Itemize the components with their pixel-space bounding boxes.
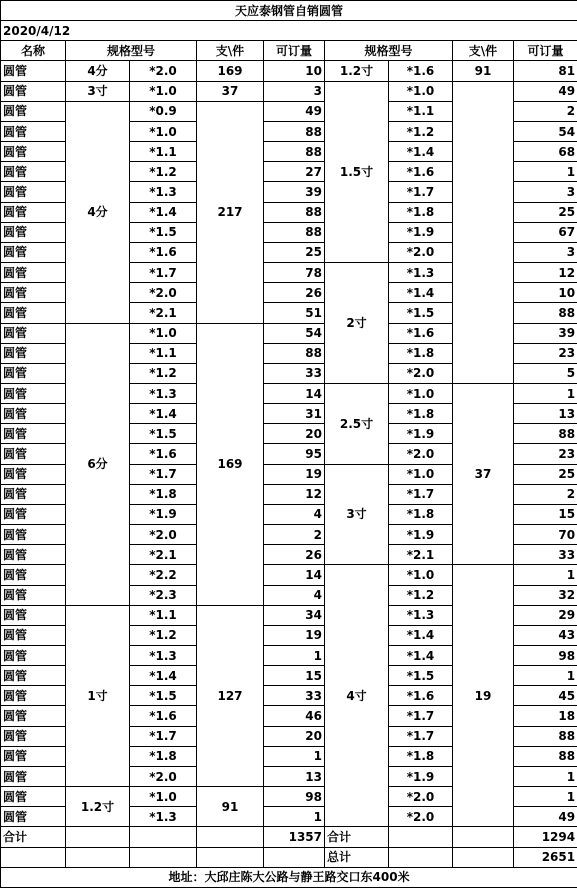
- left-qty: 27: [264, 162, 325, 182]
- left-spec: *0.9: [130, 101, 197, 121]
- left-spec: *1.5: [130, 424, 197, 444]
- right-spec: *1.7: [389, 726, 453, 746]
- left-spec: *2.1: [130, 303, 197, 323]
- right-spec: *1.8: [389, 404, 453, 424]
- left-qty: 88: [264, 343, 325, 363]
- right-total: 1294: [514, 827, 577, 847]
- right-spec: *2.0: [389, 444, 453, 464]
- left-pcs: 37: [197, 81, 264, 101]
- product-name: 圆管: [1, 424, 66, 444]
- right-qty: 88: [514, 424, 577, 444]
- sheet-title: 天应泰钢管自销圆管: [1, 1, 577, 21]
- left-qty: 1: [264, 746, 325, 766]
- right-spec: *1.3: [389, 605, 453, 625]
- left-size: 1.2寸: [66, 787, 130, 827]
- table-row: [1, 61, 577, 81]
- product-name: 圆管: [1, 283, 66, 303]
- left-size: 1寸: [66, 605, 130, 786]
- empty-cell: [66, 847, 130, 867]
- left-spec: *1.0: [130, 81, 197, 101]
- right-spec: *1.0: [389, 81, 453, 101]
- right-spec: *2.0: [389, 363, 453, 383]
- right-spec: *1.4: [389, 283, 453, 303]
- left-qty: 88: [264, 202, 325, 222]
- right-qty: 25: [514, 464, 577, 484]
- right-qty: 12: [514, 263, 577, 283]
- left-qty: 25: [264, 242, 325, 262]
- left-qty: 46: [264, 706, 325, 726]
- left-spec: *1.1: [130, 343, 197, 363]
- left-qty: 19: [264, 625, 325, 645]
- right-pcs: [453, 81, 514, 383]
- left-spec: *1.7: [130, 726, 197, 746]
- right-spec: *1.8: [389, 202, 453, 222]
- left-qty: 13: [264, 766, 325, 786]
- left-pcs: 217: [197, 101, 264, 323]
- right-spec: *1.5: [389, 303, 453, 323]
- left-pcs: 169: [197, 61, 264, 81]
- left-qty: 88: [264, 222, 325, 242]
- right-spec: *1.1: [389, 101, 453, 121]
- left-qty: 34: [264, 605, 325, 625]
- right-qty: 43: [514, 625, 577, 645]
- left-qty: 78: [264, 263, 325, 283]
- right-qty: 3: [514, 182, 577, 202]
- left-spec: *1.3: [130, 182, 197, 202]
- left-qty: 54: [264, 323, 325, 343]
- right-qty: 5: [514, 363, 577, 383]
- left-qty: 19: [264, 464, 325, 484]
- subtotal-row: [1, 827, 577, 847]
- right-spec: *1.4: [389, 625, 453, 645]
- product-name: 圆管: [1, 222, 66, 242]
- left-size: 3寸: [66, 81, 130, 101]
- left-qty: 49: [264, 101, 325, 121]
- header-qty-right: 可订量: [514, 41, 577, 61]
- left-spec: *1.6: [130, 706, 197, 726]
- header-pcs-right: 支\件: [453, 41, 514, 61]
- right-qty: 1: [514, 565, 577, 585]
- right-spec: *1.2: [389, 121, 453, 141]
- table-row: [1, 81, 577, 101]
- left-spec: *1.2: [130, 363, 197, 383]
- product-name: 圆管: [1, 263, 66, 283]
- left-spec: *2.0: [130, 283, 197, 303]
- left-spec: *1.8: [130, 484, 197, 504]
- left-spec: *1.3: [130, 807, 197, 827]
- right-qty: 1: [514, 162, 577, 182]
- right-qty: 45: [514, 686, 577, 706]
- right-pcs: 37: [453, 383, 514, 564]
- left-pcs: 91: [197, 787, 264, 827]
- left-spec: *2.2: [130, 565, 197, 585]
- product-name: 圆管: [1, 383, 66, 403]
- right-spec: *1.9: [389, 222, 453, 242]
- left-spec: *1.0: [130, 323, 197, 343]
- product-name: 圆管: [1, 323, 66, 343]
- right-spec: *1.0: [389, 565, 453, 585]
- left-qty: 33: [264, 363, 325, 383]
- right-size: 2.5寸: [325, 383, 389, 464]
- left-spec: *1.8: [130, 746, 197, 766]
- left-spec: *1.7: [130, 263, 197, 283]
- right-qty: 68: [514, 142, 577, 162]
- empty-cell: [66, 827, 130, 847]
- right-qty: 3: [514, 242, 577, 262]
- left-spec: *1.0: [130, 787, 197, 807]
- right-qty: 81: [514, 61, 577, 81]
- product-name: 圆管: [1, 303, 66, 323]
- left-qty: 20: [264, 726, 325, 746]
- right-spec: *1.6: [389, 686, 453, 706]
- product-name: 圆管: [1, 343, 66, 363]
- right-spec: *1.7: [389, 182, 453, 202]
- product-name: 圆管: [1, 807, 66, 827]
- right-qty: 15: [514, 504, 577, 524]
- right-qty: 98: [514, 646, 577, 666]
- left-qty: 33: [264, 686, 325, 706]
- left-spec: *1.6: [130, 444, 197, 464]
- left-spec: *1.4: [130, 666, 197, 686]
- product-name: 圆管: [1, 787, 66, 807]
- right-qty: 49: [514, 807, 577, 827]
- right-spec: *1.6: [389, 323, 453, 343]
- right-qty: 1: [514, 766, 577, 786]
- right-qty: 33: [514, 545, 577, 565]
- right-spec: *2.0: [389, 807, 453, 827]
- product-name: 圆管: [1, 464, 66, 484]
- product-name: 圆管: [1, 706, 66, 726]
- right-qty: 2: [514, 484, 577, 504]
- product-name: 圆管: [1, 625, 66, 645]
- product-name: 圆管: [1, 444, 66, 464]
- right-qty: 29: [514, 605, 577, 625]
- left-qty: 10: [264, 61, 325, 81]
- right-size: 2寸: [325, 263, 389, 384]
- product-name: 圆管: [1, 726, 66, 746]
- right-qty: 10: [514, 283, 577, 303]
- product-name: 圆管: [1, 766, 66, 786]
- left-spec: *1.3: [130, 646, 197, 666]
- empty-cell: [264, 847, 325, 867]
- left-spec: *1.4: [130, 202, 197, 222]
- product-name: 圆管: [1, 242, 66, 262]
- right-qty: 23: [514, 343, 577, 363]
- right-spec: *1.8: [389, 746, 453, 766]
- left-qty: 88: [264, 142, 325, 162]
- grand-total-label: 总计: [325, 847, 389, 867]
- empty-cell: [197, 847, 264, 867]
- left-spec: *1.1: [130, 142, 197, 162]
- right-size: 4寸: [325, 565, 389, 827]
- product-name: 圆管: [1, 484, 66, 504]
- left-qty: 15: [264, 666, 325, 686]
- right-qty: 1: [514, 787, 577, 807]
- product-name: 圆管: [1, 101, 66, 121]
- right-spec: *1.0: [389, 383, 453, 403]
- right-total-label: 合计: [325, 827, 389, 847]
- left-spec: *1.0: [130, 121, 197, 141]
- left-spec: *2.3: [130, 585, 197, 605]
- product-name: 圆管: [1, 504, 66, 524]
- right-qty: 1: [514, 666, 577, 686]
- left-spec: *2.0: [130, 525, 197, 545]
- header-name: 名称: [1, 41, 66, 61]
- empty-cell: [389, 827, 453, 847]
- left-size: 4分: [66, 101, 130, 323]
- right-size: 1.5寸: [325, 81, 389, 262]
- right-spec: *1.7: [389, 706, 453, 726]
- left-qty: 88: [264, 121, 325, 141]
- left-qty: 26: [264, 545, 325, 565]
- product-name: 圆管: [1, 686, 66, 706]
- right-spec: *1.6: [389, 61, 453, 81]
- left-spec: *1.4: [130, 404, 197, 424]
- left-size: 4分: [66, 61, 130, 81]
- left-qty: 51: [264, 303, 325, 323]
- empty-cell: [453, 847, 514, 867]
- right-spec: *1.0: [389, 464, 453, 484]
- left-qty: 14: [264, 383, 325, 403]
- left-spec: *1.1: [130, 605, 197, 625]
- right-spec: *1.3: [389, 263, 453, 283]
- left-spec: *1.6: [130, 242, 197, 262]
- right-pcs: 19: [453, 565, 514, 827]
- product-name: 圆管: [1, 545, 66, 565]
- right-qty: 1: [514, 383, 577, 403]
- product-name: 圆管: [1, 646, 66, 666]
- right-qty: 70: [514, 525, 577, 545]
- product-name: 圆管: [1, 605, 66, 625]
- left-spec: *1.2: [130, 162, 197, 182]
- left-spec: *1.3: [130, 383, 197, 403]
- product-name: 圆管: [1, 525, 66, 545]
- right-pcs: 91: [453, 61, 514, 81]
- left-pcs: 169: [197, 323, 264, 605]
- right-qty: 88: [514, 746, 577, 766]
- product-name: 圆管: [1, 121, 66, 141]
- right-spec: *1.7: [389, 484, 453, 504]
- product-name: 圆管: [1, 585, 66, 605]
- header-spec-right: 规格型号: [325, 41, 453, 61]
- right-spec: *1.5: [389, 666, 453, 686]
- right-qty: 88: [514, 303, 577, 323]
- left-qty: 26: [264, 283, 325, 303]
- header-pcs: 支\件: [197, 41, 264, 61]
- right-spec: *2.0: [389, 242, 453, 262]
- right-qty: 25: [514, 202, 577, 222]
- right-qty: 18: [514, 706, 577, 726]
- left-spec: *2.0: [130, 766, 197, 786]
- left-qty: 3: [264, 81, 325, 101]
- left-qty: 1: [264, 807, 325, 827]
- address-footer: 地址：大邱庄陈大公路与静王路交口东400米: [1, 867, 577, 887]
- left-size: 6分: [66, 323, 130, 605]
- left-spec: *2.0: [130, 61, 197, 81]
- left-total-label: 合计: [1, 827, 66, 847]
- right-qty: 2: [514, 101, 577, 121]
- left-qty: 31: [264, 404, 325, 424]
- right-qty: 32: [514, 585, 577, 605]
- left-qty: 98: [264, 787, 325, 807]
- header-qty: 可订量: [264, 41, 325, 61]
- left-qty: 20: [264, 424, 325, 444]
- product-name: 圆管: [1, 61, 66, 81]
- right-spec: *1.9: [389, 424, 453, 444]
- left-spec: *1.9: [130, 504, 197, 524]
- left-qty: 1: [264, 646, 325, 666]
- empty-cell: [130, 847, 197, 867]
- empty-cell: [453, 827, 514, 847]
- right-qty: 49: [514, 81, 577, 101]
- product-name: 圆管: [1, 202, 66, 222]
- left-qty: 39: [264, 182, 325, 202]
- right-qty: 54: [514, 121, 577, 141]
- header-row: [1, 41, 577, 61]
- left-qty: 2: [264, 525, 325, 545]
- left-spec: *1.5: [130, 222, 197, 242]
- right-qty: 88: [514, 726, 577, 746]
- right-size: 1.2寸: [325, 61, 389, 81]
- right-spec: *1.6: [389, 162, 453, 182]
- product-name: 圆管: [1, 182, 66, 202]
- left-qty: 12: [264, 484, 325, 504]
- right-qty: 23: [514, 444, 577, 464]
- product-name: 圆管: [1, 565, 66, 585]
- right-qty: 39: [514, 323, 577, 343]
- right-spec: *2.0: [389, 787, 453, 807]
- left-qty: 95: [264, 444, 325, 464]
- left-spec: *1.2: [130, 625, 197, 645]
- grand-total: 2651: [514, 847, 577, 867]
- left-pcs: 127: [197, 605, 264, 786]
- date-row: [1, 21, 577, 41]
- title-row: [1, 1, 577, 21]
- footer-row: [1, 867, 577, 887]
- product-name: 圆管: [1, 746, 66, 766]
- right-spec: *1.4: [389, 142, 453, 162]
- grand-total-row: [1, 847, 577, 867]
- product-name: 圆管: [1, 363, 66, 383]
- product-name: 圆管: [1, 162, 66, 182]
- right-qty: 13: [514, 404, 577, 424]
- sheet-date: 2020/4/12: [1, 21, 577, 41]
- product-name: 圆管: [1, 81, 66, 101]
- right-qty: 67: [514, 222, 577, 242]
- left-spec: *1.5: [130, 686, 197, 706]
- right-spec: *1.8: [389, 343, 453, 363]
- left-qty: 4: [264, 504, 325, 524]
- product-name: 圆管: [1, 404, 66, 424]
- left-spec: *2.1: [130, 545, 197, 565]
- right-spec: *1.9: [389, 525, 453, 545]
- right-spec: *1.8: [389, 504, 453, 524]
- right-size: 3寸: [325, 464, 389, 565]
- left-total: 1357: [264, 827, 325, 847]
- right-spec: *2.1: [389, 545, 453, 565]
- left-qty: 14: [264, 565, 325, 585]
- right-spec: *1.9: [389, 766, 453, 786]
- left-spec: *1.7: [130, 464, 197, 484]
- left-qty: 4: [264, 585, 325, 605]
- header-spec: 规格型号: [66, 41, 197, 61]
- empty-cell: [197, 827, 264, 847]
- product-name: 圆管: [1, 666, 66, 686]
- empty-cell: [389, 847, 453, 867]
- right-spec: *1.4: [389, 646, 453, 666]
- product-name: 圆管: [1, 142, 66, 162]
- right-spec: *1.2: [389, 585, 453, 605]
- empty-cell: [1, 847, 66, 867]
- empty-cell: [130, 827, 197, 847]
